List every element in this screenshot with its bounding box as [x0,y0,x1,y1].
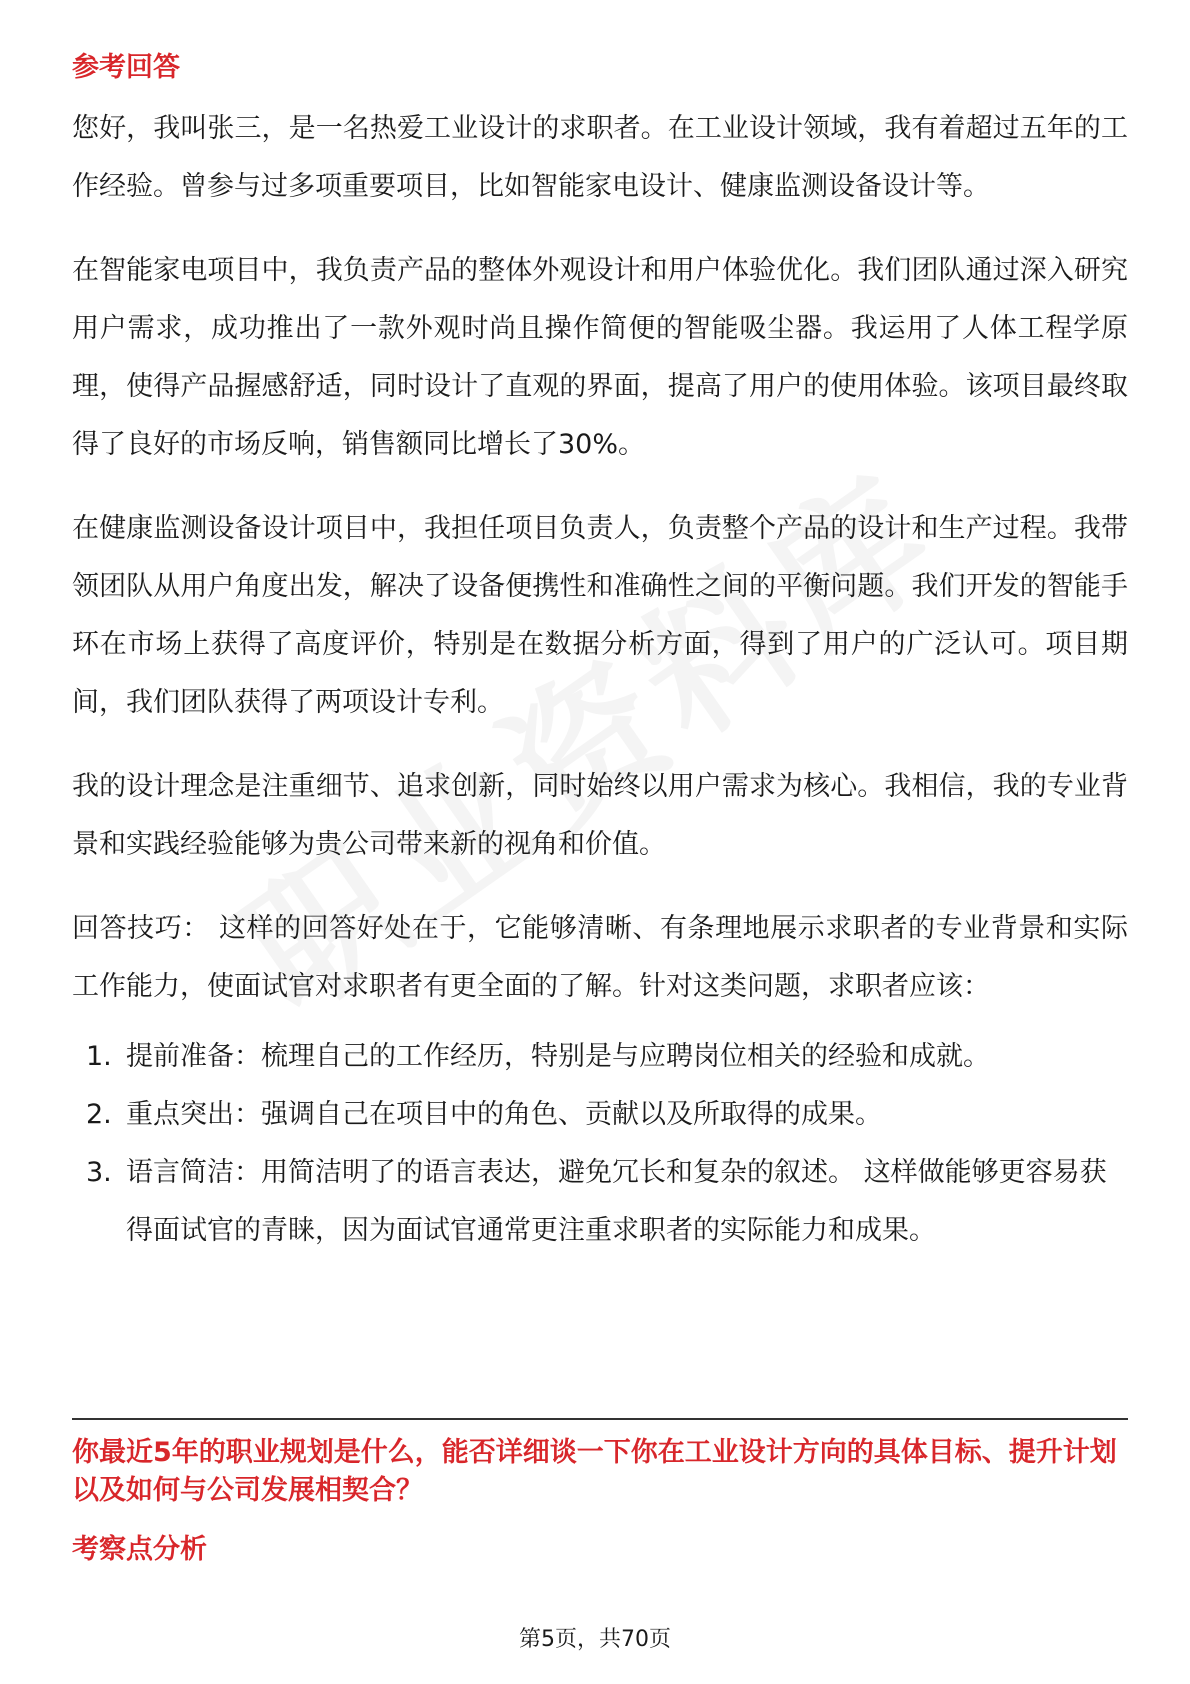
answer-paragraph-health-project: 在健康监测设备设计项目中，我担任项目负责人，负责整个产品的设计和生产过程。我带领团队从用户角度出发，解决了设备便携性和准确性之间的平衡问题。我们开发的智能手环在市场上获得了高度评价，特别是在数据分析方面，得到了用户的广泛认可。项目期间，我们团队获得了两项设计专利。 [72,513,1128,718]
list-item-text: 语言简洁：用简洁明了的语言表达，避免冗长和复杂的叙述。 这样做能够更容易获得面试官的青睐，因为面试官通常更注重求职者的实际能力和成果。 [126,1157,1107,1246]
page-number: 第5页，共70页 [519,1627,671,1652]
list-item-number: 2. [86,1099,112,1130]
list-item [72,1086,1128,1144]
list-item-text: 提前准备：梳理自己的工作经历，特别是与应聘岗位相关的经验和成就。 [126,1041,990,1072]
list-item [72,1028,1128,1086]
list-item [72,1144,1128,1260]
answer-paragraph-intro: 您好，我叫张三，是一名热爱工业设计的求职者。在工业设计领域，我有着超过五年的工作经验。曾参与过多项重要项目，比如智能家电设计、健康监测设备设计等。 [72,113,1128,202]
analysis-heading: 考察点分析 [72,1534,207,1565]
answer-tips-intro: 回答技巧： 这样的回答好处在于，它能够清晰、有条理地展示求职者的专业背景和实际工作能力，使面试官对求职者有更全面的了解。针对这类问题，求职者应该： [72,913,1128,1002]
answer-paragraph-appliance-project: 在智能家电项目中，我负责产品的整体外观设计和用户体验优化。我们团队通过深入研究用户需求，成功推出了一款外观时尚且操作简便的智能吸尘器。我运用了人体工程学原理，使得产品握感舒适，同时设计了直观的界面，提高了用户的使用体验。该项目最终取得了良好的市场反响，销售额同比增长了30%。 [72,255,1128,460]
next-question-heading: 你最近5年的职业规划是什么，能否详细谈一下你在工业设计方向的具体目标、提升计划以及如何与公司发展相契合？ [72,1437,1117,1506]
tips-list [72,1028,1128,1260]
answer-content [72,48,1128,1260]
reference-answer-heading: 参考回答 [72,52,180,83]
section-divider [72,1418,1128,1420]
list-item-text: 重点突出：强调自己在项目中的角色、贡献以及所取得的成果。 [126,1099,882,1130]
list-item-number: 1. [86,1041,112,1072]
list-item-number: 3. [86,1157,112,1188]
answer-paragraph-design-philosophy: 我的设计理念是注重细节、追求创新，同时始终以用户需求为核心。我相信，我的专业背景和实践经验能够为贵公司带来新的视角和价值。 [72,771,1128,860]
